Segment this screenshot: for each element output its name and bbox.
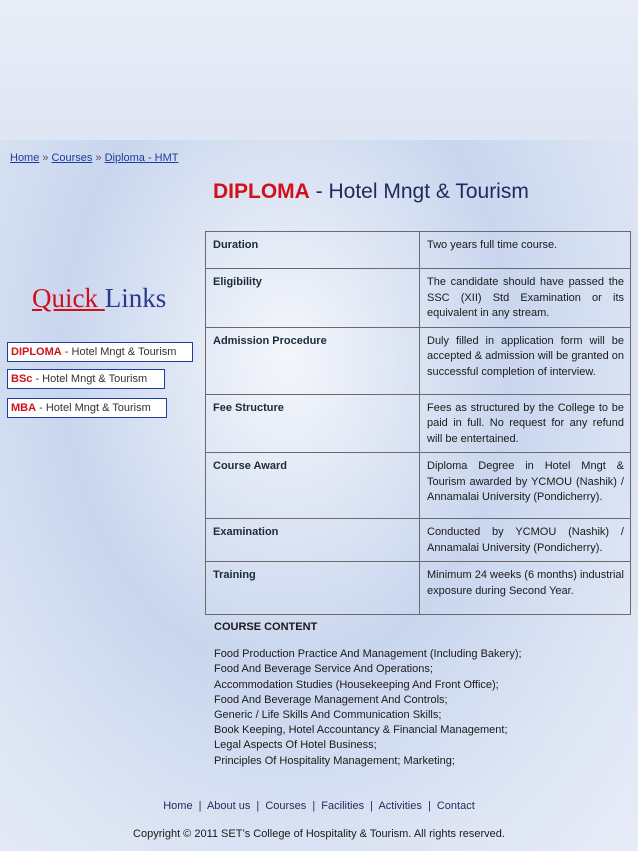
breadcrumb-separator: » <box>95 152 102 164</box>
table-row-label: Course Award <box>206 453 420 519</box>
breadcrumb-current-link[interactable]: Diploma - HMT <box>104 152 179 164</box>
list-item: Food And Beverage Service And Operations; <box>214 663 433 676</box>
footer-link-activities[interactable]: Activities <box>378 800 422 812</box>
list-item: Legal Aspects Of Hotel Business; <box>214 739 377 752</box>
footer-link-home[interactable]: Home <box>163 800 193 812</box>
table-row <box>206 327 631 394</box>
quick-link-abbr: BSc <box>11 373 33 385</box>
course-content-heading: COURSE CONTENT <box>214 621 318 633</box>
header-banner <box>0 0 638 140</box>
breadcrumb-courses-link[interactable]: Courses <box>51 152 93 164</box>
footer-nav <box>0 800 638 812</box>
table-row-label: Examination <box>206 519 420 562</box>
table-row-label: Eligibility <box>206 269 420 328</box>
quick-link-abbr: MBA <box>11 402 37 414</box>
table-row-value: The candidate should have passed the SSC (XII) Std Examination or its equivalent in any stream. <box>420 269 631 328</box>
list-item: Food And Beverage Management And Controls; <box>214 693 448 706</box>
footer-separator: | <box>427 800 431 812</box>
quick-link-label: - Hotel Mngt & Tourism <box>32 373 148 385</box>
table-row-value: Conducted by YCMOU (Nashik) / Annamalai University (Pondicherry). <box>420 519 631 562</box>
list-item: Accommodation Studies (Housekeeping And Front Office); <box>214 678 499 691</box>
quick-link-bsc[interactable] <box>7 369 165 389</box>
table-row-value: Minimum 24 weeks (6 months) industrial exposure during Second Year. <box>420 562 631 615</box>
table-row-value: Duly filled in application form will be accepted & admission will be granted on successful completion of interview. <box>420 327 631 394</box>
footer-link-courses[interactable]: Courses <box>265 800 307 812</box>
table-row-value: Diploma Degree in Hotel Mngt & Tourism awarded by YCMOU (Nashik) / Annamalai University (Pondicherry). <box>420 453 631 519</box>
table-row-value: Fees as structured by the College to be paid in full. No request for any refund will be entertained. <box>420 394 631 453</box>
table-row-value: Two years full time course. <box>420 232 631 269</box>
footer-separator: | <box>312 800 316 812</box>
quick-links-heading <box>32 283 166 314</box>
table-row-label: Admission Procedure <box>206 327 420 394</box>
table-row <box>206 232 631 269</box>
table-row-label: Fee Structure <box>206 394 420 453</box>
quick-link-diploma[interactable] <box>7 342 193 362</box>
page-title <box>213 180 529 204</box>
footer-separator: | <box>370 800 374 812</box>
table-row <box>206 519 631 562</box>
table-row <box>206 269 631 328</box>
quick-link-label: - Hotel Mngt & Tourism <box>36 402 151 414</box>
table-row <box>206 562 631 615</box>
course-content-section <box>214 620 522 769</box>
page-title-rest: - Hotel Mngt & Tourism <box>309 180 529 203</box>
copyright-text: Copyright © 2011 SET’s College of Hospitality & Tourism. All rights reserved. <box>133 828 505 840</box>
table-row <box>206 394 631 453</box>
table-row-label: Training <box>206 562 420 615</box>
list-item: Book Keeping, Hotel Accountancy & Financial Management; <box>214 724 508 737</box>
footer-link-facilities[interactable]: Facilities <box>321 800 365 812</box>
table-row-label: Duration <box>206 232 420 269</box>
list-item: Principles Of Hospitality Management; Marketing; <box>214 754 455 767</box>
quick-links-heading-links: Links <box>104 283 167 313</box>
list-item: Food Production Practice And Management (Including Bakery); <box>214 648 522 661</box>
footer-link-about[interactable]: About us <box>206 800 251 812</box>
quick-link-label: - Hotel Mngt & Tourism <box>61 346 177 358</box>
quick-links-heading-quick: Quick <box>32 283 105 313</box>
quick-link-mba[interactable] <box>7 398 167 418</box>
breadcrumb-separator: » <box>42 152 49 164</box>
footer-link-contact[interactable]: Contact <box>436 800 475 812</box>
footer-separator: | <box>198 800 202 812</box>
quick-link-abbr: DIPLOMA <box>11 346 62 358</box>
footer-separator: | <box>256 800 260 812</box>
course-details-table <box>205 231 631 615</box>
page-title-accent: DIPLOMA <box>213 180 310 203</box>
breadcrumb <box>10 152 179 164</box>
breadcrumb-home-link[interactable]: Home <box>10 152 40 164</box>
table-row <box>206 453 631 519</box>
list-item: Generic / Life Skills And Communication Skills; <box>214 709 442 722</box>
